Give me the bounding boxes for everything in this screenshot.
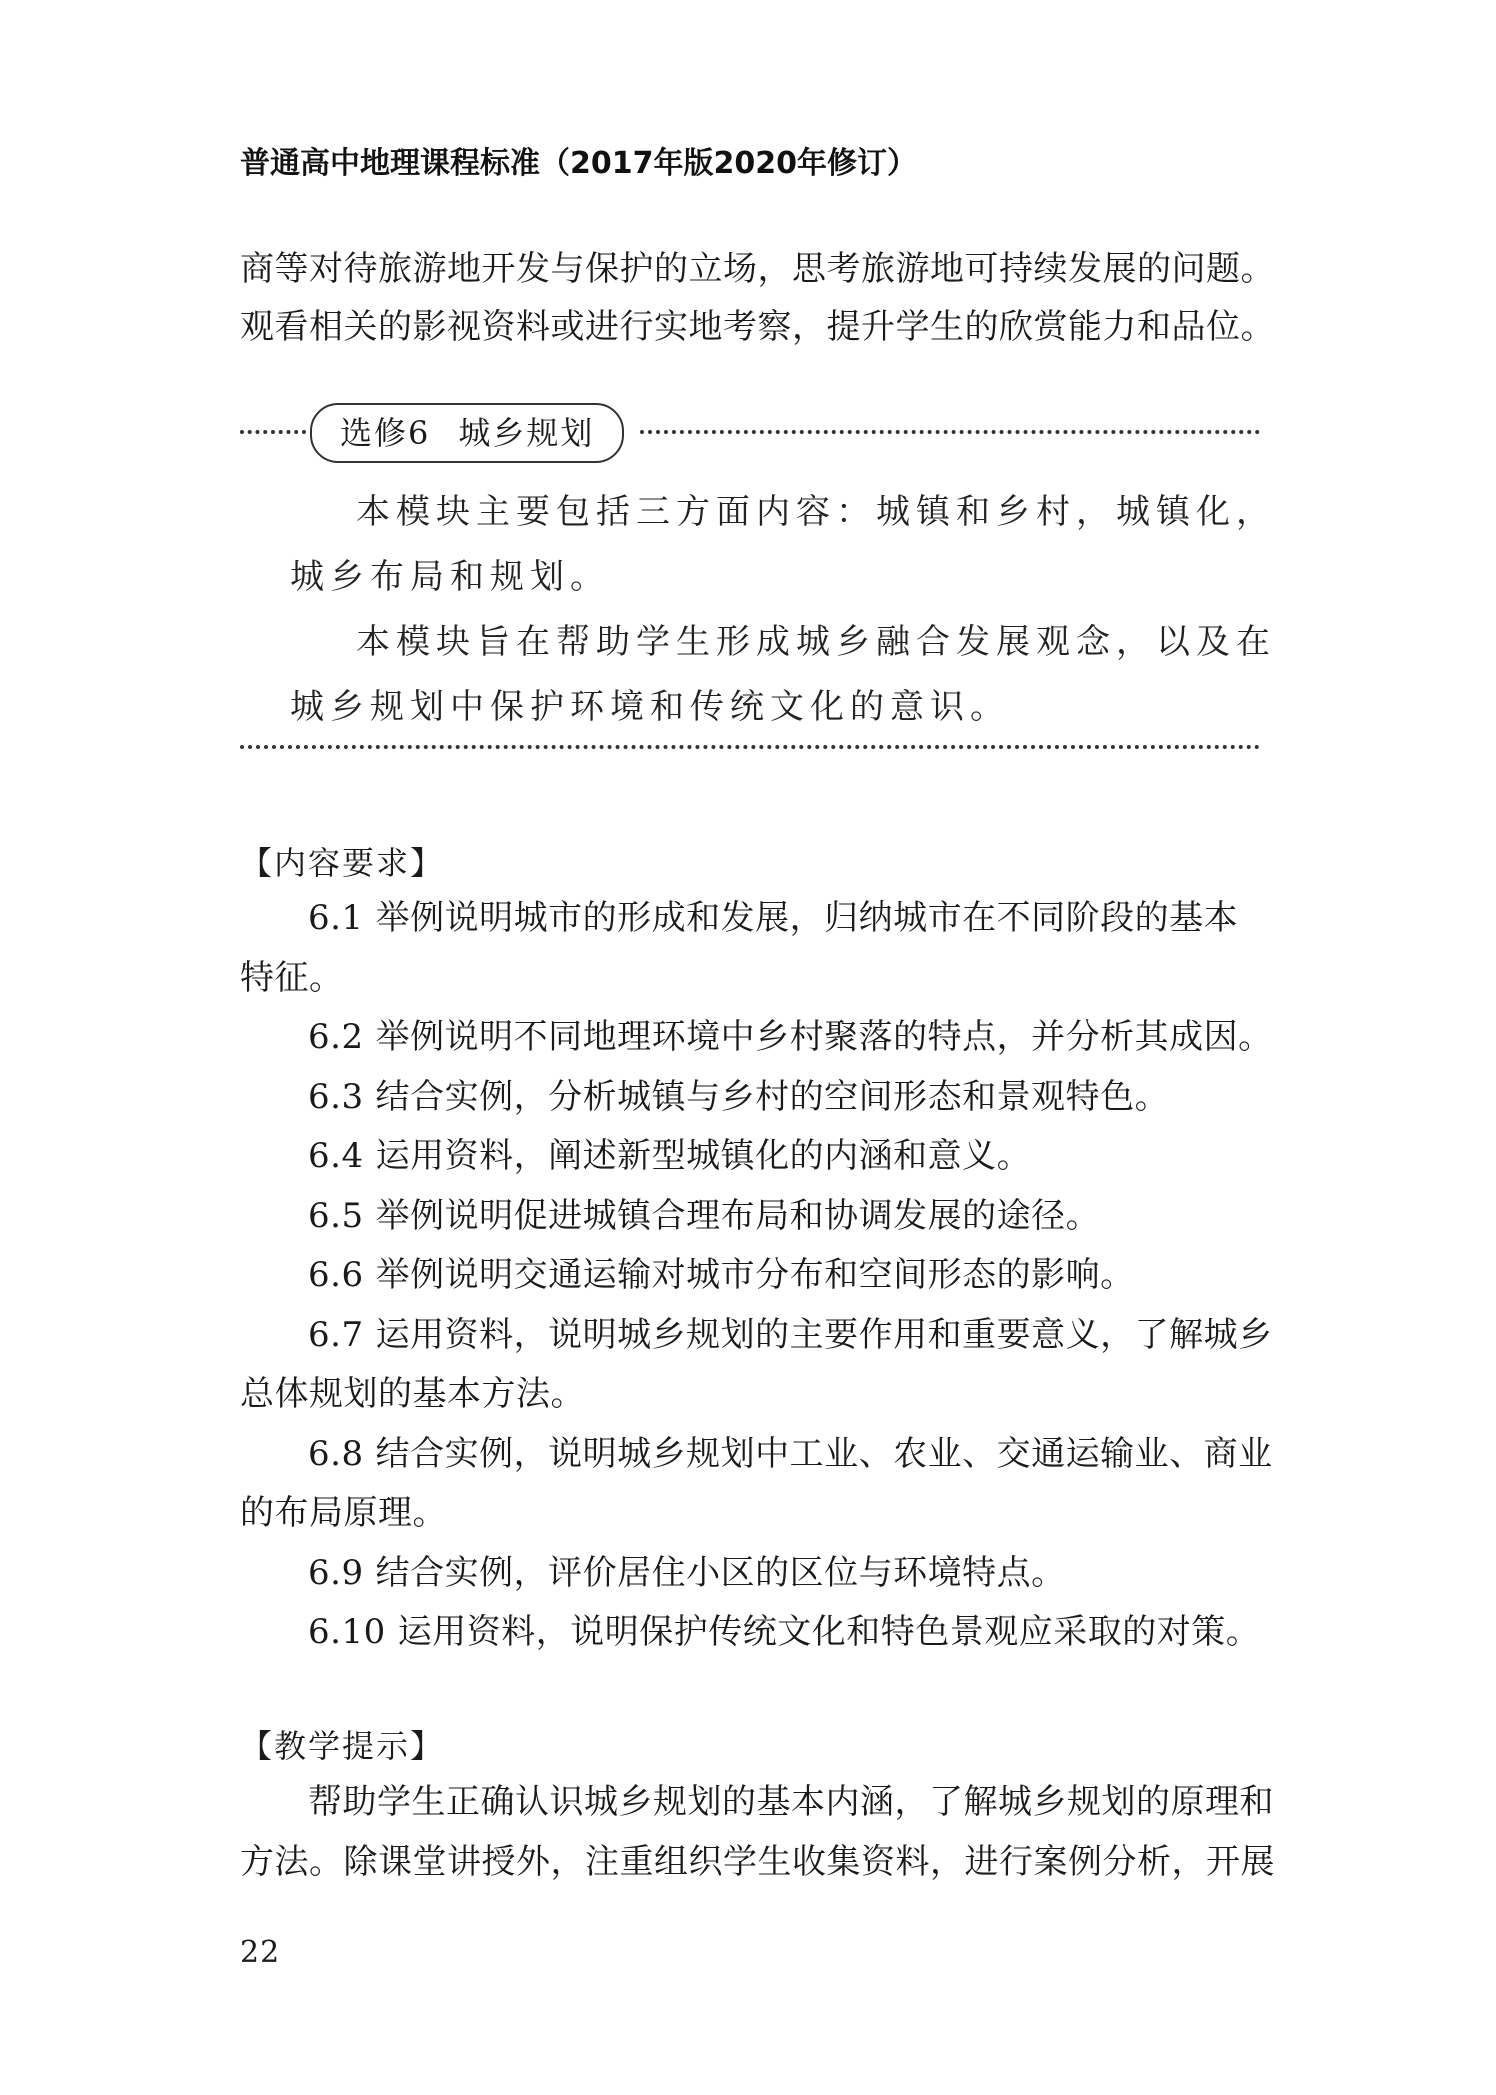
list-item-continuation: 的布局原理。	[240, 1493, 447, 1533]
item-number: 6.2	[308, 1017, 364, 1057]
item-text: 举例说明交通运输对城市分布和空间形态的影响。	[375, 1255, 1135, 1295]
module-title: 城乡规划	[458, 414, 595, 452]
list-item	[240, 1068, 1260, 1128]
item-text: 结合实例，评价居住小区的区位与环境特点。	[375, 1552, 1066, 1593]
item-number: 6.1	[308, 898, 364, 938]
module-description	[290, 480, 1276, 740]
dotted-rule-right	[640, 430, 1260, 434]
list-item	[240, 1544, 1260, 1604]
item-text: 举例说明不同地理环境中乡村聚落的特点，并分析其成因。	[375, 1017, 1273, 1057]
paragraph-line: 帮助学生正确认识城乡规划的基本内涵，了解城乡规划的原理和	[308, 1782, 1274, 1822]
module-desc-line: 城乡布局和规划。	[290, 557, 610, 597]
module-number: 选修6	[340, 414, 431, 452]
item-text: 运用资料，说明保护传统文化和特色景观应采取的对策。	[397, 1612, 1261, 1652]
teaching-tips-heading: 【教学提示】	[240, 1727, 445, 1765]
list-item	[240, 1246, 1260, 1306]
intro-paragraph	[240, 240, 1275, 356]
module-desc-line: 本模块旨在帮助学生形成城乡融合发展观念，以及在	[356, 622, 1276, 662]
paragraph-line: 方法。除课堂讲授外，注重组织学生收集资料，进行案例分析，开展	[240, 1841, 1275, 1882]
list-item	[240, 889, 1260, 949]
item-number: 6.8	[308, 1433, 364, 1474]
intro-line: 观看相关的影视资料或进行实地考察，提升学生的欣赏能力和品位。	[240, 307, 1275, 347]
module-title-box	[310, 403, 624, 463]
running-header: 普通高中地理课程标准（2017年版2020年修订）	[240, 146, 917, 181]
item-number: 6.9	[308, 1552, 364, 1593]
item-number: 6.4	[308, 1136, 364, 1176]
item-text: 举例说明促进城镇合理布局和协调发展的途径。	[375, 1195, 1101, 1236]
dotted-rule-bottom	[240, 745, 1260, 749]
dotted-rule-left	[240, 430, 306, 434]
item-number: 6.6	[308, 1255, 364, 1295]
item-text: 运用资料，说明城乡规划的主要作用和重要意义，了解城乡	[375, 1314, 1273, 1355]
list-item	[240, 1603, 1260, 1663]
list-item	[240, 1306, 1273, 1366]
item-text: 运用资料，阐述新型城镇化的内涵和意义。	[375, 1136, 1032, 1176]
item-number: 6.3	[308, 1076, 364, 1117]
page-number: 22	[240, 1935, 281, 1970]
content-requirements-heading: 【内容要求】	[240, 844, 445, 882]
list-item	[240, 1127, 1260, 1187]
list-item-continuation: 总体规划的基本方法。	[240, 1374, 585, 1414]
module-desc-line: 城乡规划中保护环境和传统文化的意识。	[290, 687, 1010, 727]
content-requirements-list	[240, 889, 1273, 1663]
list-item-continuation: 特征。	[240, 957, 344, 998]
module-desc-line: 本模块主要包括三方面内容：城镇和乡村，城镇化，	[356, 492, 1276, 532]
teaching-tips-paragraph	[240, 1773, 1275, 1892]
intro-line: 商等对待旅游地开发与保护的立场，思考旅游地可持续发展的问题。	[240, 249, 1275, 289]
item-text: 结合实例，说明城乡规划中工业、农业、交通运输业、商业	[375, 1433, 1273, 1474]
item-number: 6.10	[308, 1612, 386, 1652]
item-text: 结合实例，分析城镇与乡村的空间形态和景观特色。	[375, 1076, 1170, 1117]
item-text: 举例说明城市的形成和发展，归纳城市在不同阶段的基本	[375, 898, 1239, 938]
item-number: 6.7	[308, 1314, 364, 1355]
list-item	[240, 1008, 1273, 1068]
item-number: 6.5	[308, 1195, 364, 1236]
list-item	[240, 1425, 1273, 1485]
list-item	[240, 1187, 1260, 1247]
